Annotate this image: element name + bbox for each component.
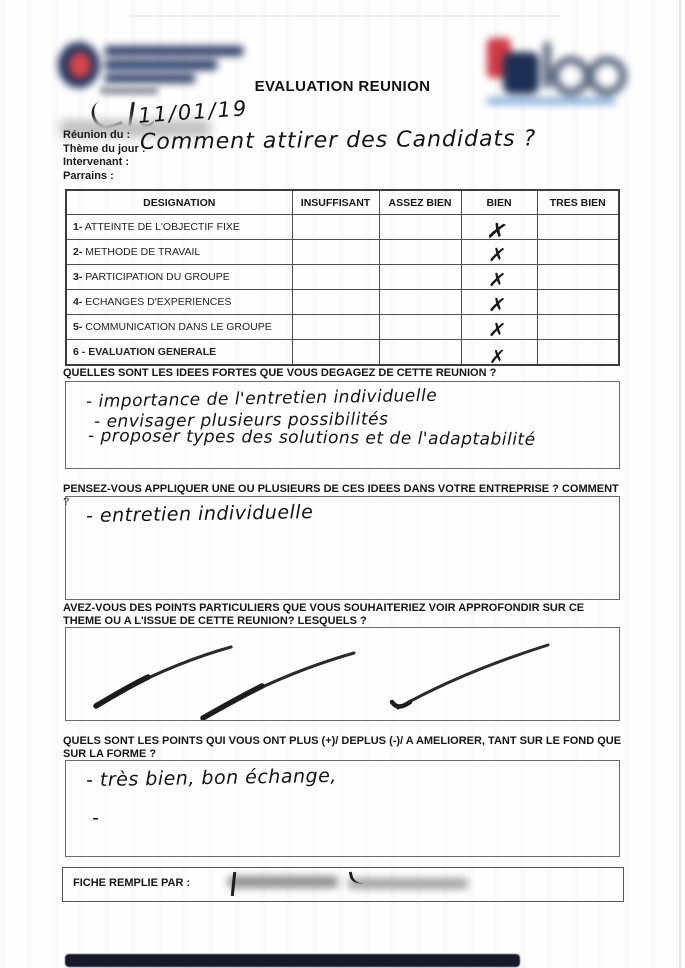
cell-tres-bien — [537, 315, 619, 340]
question-1-answer-box — [65, 381, 620, 469]
field-label-reunion-du: Réunion du : — [63, 129, 131, 141]
row-number: 1- — [73, 221, 83, 233]
row-label: ATTEINTE DE L'OBJECTIF FIXE — [84, 221, 240, 233]
pen-strokes-dashes — [66, 628, 619, 720]
bottom-dark-bar — [65, 954, 520, 967]
row-number: 5- — [73, 321, 83, 333]
question-3-answer-box — [65, 627, 620, 721]
handwritten-x-mark: ✗ — [487, 266, 508, 294]
handwritten-line: - importance de l'entretien individuelle — [85, 385, 438, 412]
logo-blue-underline — [487, 98, 615, 104]
handwritten-answers — [85, 764, 338, 829]
cell-tres-bien — [537, 265, 619, 290]
logo-text-line — [105, 60, 217, 70]
question-2-label: PENSEZ-VOUS APPLIQUER UNE OU PLUSIEURS DE CES IDEES DANS VOTRE ENTREPRISE ? COMMENT ? — [63, 483, 619, 508]
handwritten-line: - entretien individuelle — [85, 501, 314, 527]
cell-tres-bien — [537, 215, 619, 240]
page-edge-shadow — [679, 0, 681, 968]
cell-insuffisant — [292, 290, 379, 315]
handwritten-answers — [86, 503, 313, 525]
row-number: 6 - — [73, 346, 86, 358]
row-label: ECHANGES D'EXPERIENCES — [85, 296, 232, 308]
logo-text-line — [105, 46, 243, 56]
cell-assez-bien — [379, 290, 461, 315]
col-header-insuffisant: INSUFFISANT — [292, 190, 379, 215]
field-label-intervenant: Intervenant : — [63, 156, 130, 168]
col-header-designation: DESIGNATION — [66, 190, 292, 215]
cell-bien — [461, 315, 537, 344]
handwritten-answers — [85, 385, 536, 450]
row-number: 2- — [73, 246, 83, 258]
cell-assez-bien — [379, 240, 461, 265]
question-1-label: QUELLES SONT LES IDEES FORTES QUE VOUS DEGAGEZ DE CETTE REUNION ? — [63, 367, 497, 379]
cell-tres-bien — [537, 340, 619, 366]
cell-insuffisant — [292, 265, 379, 290]
handwritten-line: - proposer types des solutions et de l'adaptabilité — [87, 426, 536, 450]
cell-assez-bien — [379, 340, 461, 366]
cell-assez-bien — [379, 215, 461, 240]
table-header-row — [66, 190, 619, 215]
question-3-label: AVEZ-VOUS DES POINTS PARTICULIERS QUE VOUS SOUHAITERIEZ VOIR APPROFONDIR SUR CE THEME OU A L'ISSUE DE CETTE REUNION? LESQUELS ? — [63, 602, 585, 627]
handwritten-line: - très bien, bon échange, — [85, 764, 338, 792]
cell-assez-bien — [379, 265, 461, 290]
question-4-label: QUELS SONT LES POINTS QUI VOUS ONT PLUS (+)/ DEPLUS (-)/ A AMELIORER, TANT SUR LE FOND QUE SUR LA FORME ? — [63, 735, 622, 760]
row-label: COMMUNICATION DANS LE GROUPE — [85, 321, 272, 333]
cell-insuffisant — [292, 315, 379, 340]
filled-by-box — [62, 867, 624, 902]
table-row — [66, 315, 619, 340]
handwritten-x-mark: ✗ — [488, 345, 507, 369]
table-row — [66, 240, 619, 265]
table-row — [66, 290, 619, 315]
cell-bien — [461, 240, 537, 269]
field-label-parrains: Parrains : — [63, 169, 114, 182]
handwritten-line: - — [92, 807, 100, 829]
cell-tres-bien — [537, 240, 619, 265]
row-label: METHODE DE TRAVAIL — [85, 246, 201, 258]
signature-blur-blob — [228, 876, 338, 888]
row-label: EVALUATION GENERALE — [88, 346, 217, 358]
col-header-tres-bien: TRES BIEN — [537, 190, 619, 215]
filled-by-label: FICHE REMPLIE PAR : — [73, 877, 191, 889]
cell-bien — [461, 290, 537, 319]
scan-artifact-line — [130, 15, 560, 17]
col-header-assez-bien: ASSEZ BIEN — [379, 190, 461, 215]
table-row — [66, 215, 619, 240]
col-header-bien: BIEN — [461, 190, 537, 215]
row-label: PARTICIPATION DU GROUPE — [85, 271, 230, 283]
handwritten-line: - envisager plusieurs possibilités — [93, 409, 389, 432]
table-row — [66, 340, 619, 366]
row-number: 4- — [73, 296, 83, 308]
rating-table — [65, 189, 620, 369]
question-4-answer-box — [65, 760, 620, 857]
handwritten-x-mark: ✗ — [487, 291, 508, 319]
cell-bien — [461, 340, 537, 369]
handwritten-x-mark: ✗ — [484, 217, 510, 248]
signature-blurred — [198, 870, 498, 898]
logo-emblem-red-crescent — [69, 52, 91, 78]
handwritten-x-mark: ✗ — [487, 241, 508, 269]
table-row — [66, 265, 619, 290]
page-title: EVALUATION REUNION — [254, 78, 431, 95]
question-2-answer-box — [65, 496, 620, 600]
cell-insuffisant — [292, 240, 379, 265]
cell-insuffisant — [292, 340, 379, 366]
right-brand-logo-icon — [485, 28, 625, 108]
cell-tres-bien — [537, 290, 619, 315]
handwritten-x-mark: ✗ — [487, 316, 508, 344]
cell-bien — [461, 215, 537, 248]
cell-assez-bien — [379, 315, 461, 340]
cell-bien — [461, 265, 537, 294]
field-label-theme-du-jour: Thème du jour : — [63, 142, 146, 155]
handwritten-meeting-date: 11/01/19 — [137, 96, 250, 128]
handwritten-theme: Comment attirer des Candidats ? — [139, 126, 537, 155]
cell-insuffisant — [292, 215, 379, 240]
row-number: 3- — [73, 271, 83, 283]
